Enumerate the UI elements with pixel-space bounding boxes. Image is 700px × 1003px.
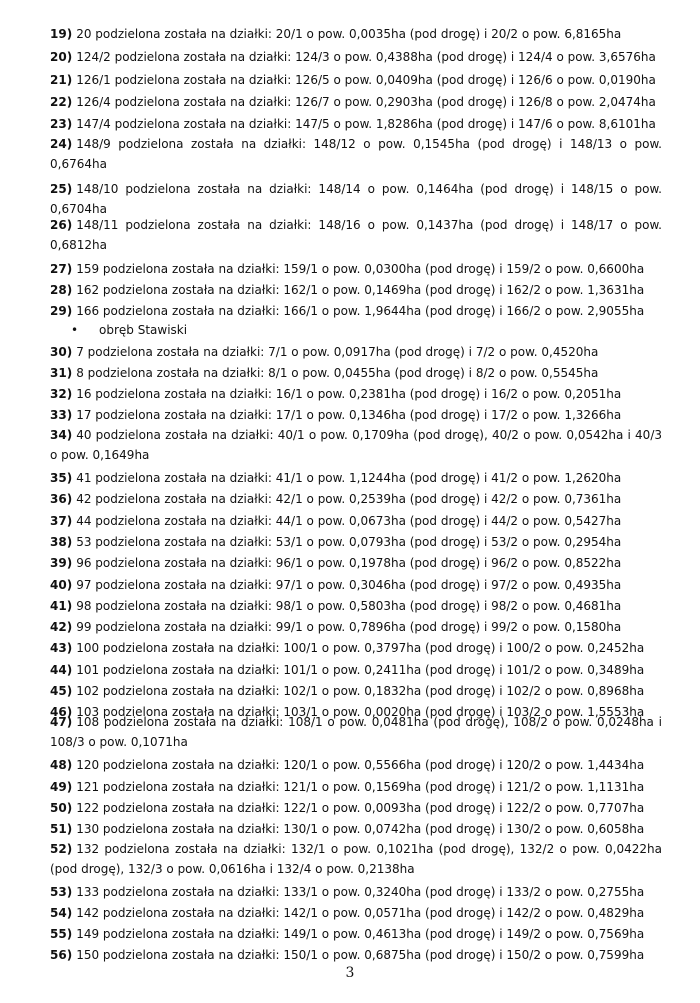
page-number: 3 bbox=[345, 965, 355, 981]
item-text: 103 podzielona została na działki: 103/1 o pow. 0,0020ha (pod drogę) i 103/2 o pow. 1,5553ha bbox=[76, 705, 645, 719]
item-text: 166 podzielona została na działki: 166/1 o pow. 1,9644ha (pod drogę) i 166/2 o pow. 2,9055ha bbox=[76, 304, 645, 318]
list-item bbox=[50, 595, 662, 617]
item-text: 108 podzielona została na działki: 108/1 o pow. 0,0481ha (pod drogę), 108/2 o pow. 0,0248ha i 108/3 o pow. 0,1071ha bbox=[50, 715, 662, 749]
item-text: 7 podzielona została na działki: 7/1 o pow. 0,0917ha (pod drogę) i 7/2 o pow. 0,4520ha bbox=[76, 345, 599, 359]
list-item bbox=[50, 113, 662, 135]
item-number: 19) bbox=[50, 27, 73, 41]
item-number: 49) bbox=[50, 780, 73, 794]
list-item bbox=[50, 215, 662, 255]
list-item bbox=[50, 944, 662, 966]
item-number: 47) bbox=[50, 715, 73, 729]
item-number: 39) bbox=[50, 556, 73, 570]
item-number: 45) bbox=[50, 684, 73, 698]
item-text: 159 podzielona została na działki: 159/1 o pow. 0,0300ha (pod drogę) i 159/2 o pow. 0,6600ha bbox=[76, 262, 645, 276]
item-number: 48) bbox=[50, 758, 73, 772]
list-item bbox=[50, 383, 662, 405]
item-number: 56) bbox=[50, 948, 73, 962]
list-item bbox=[50, 69, 662, 91]
item-text: 149 podzielona została na działki: 149/1 o pow. 0,4613ha (pod drogę) i 149/2 o pow. 0,7569ha bbox=[76, 927, 645, 941]
list-item bbox=[50, 754, 662, 776]
list-item bbox=[50, 680, 662, 702]
list-item bbox=[50, 362, 662, 384]
list-item bbox=[50, 552, 662, 574]
item-number: 27) bbox=[50, 262, 73, 276]
item-text: 150 podzielona została na działki: 150/1 o pow. 0,6875ha (pod drogę) i 150/2 o pow. 0,7599ha bbox=[76, 948, 645, 962]
item-number: 53) bbox=[50, 885, 73, 899]
list-item bbox=[50, 488, 662, 510]
list-item bbox=[50, 279, 662, 301]
list-item bbox=[50, 637, 662, 659]
item-number: 46) bbox=[50, 705, 73, 719]
list-item bbox=[50, 531, 662, 553]
list-item bbox=[50, 923, 662, 945]
item-text: 99 podzielona została na działki: 99/1 o pow. 0,7896ha (pod drogę) i 99/2 o pow. 0,1580ha bbox=[76, 620, 622, 634]
item-number: 26) bbox=[50, 218, 73, 232]
list-item bbox=[50, 23, 662, 45]
item-text: 148/11 podzielona została na działki: 148/16 o pow. 0,1437ha (pod drogę) i 148/17 o pow. 0,6812ha bbox=[50, 218, 662, 252]
list-item bbox=[50, 881, 662, 903]
item-number: 42) bbox=[50, 620, 73, 634]
item-number: 51) bbox=[50, 822, 73, 836]
section-label: obręb Stawiski bbox=[99, 323, 188, 337]
item-number: 29) bbox=[50, 304, 73, 318]
list-item bbox=[50, 797, 662, 819]
item-text: 162 podzielona została na działki: 162/1 o pow. 0,1469ha (pod drogę) i 162/2 o pow. 1,3631ha bbox=[76, 283, 645, 297]
item-number: 54) bbox=[50, 906, 73, 920]
list-item bbox=[50, 818, 662, 840]
item-text: 132 podzielona została na działki: 132/1 o pow. 0,1021ha (pod drogę), 132/2 o pow. 0,0422ha (pod drogę), 132/3 o pow. 0,0616ha i 132/4 o pow. 0,2138ha bbox=[50, 842, 662, 876]
item-text: 53 podzielona została na działki: 53/1 o pow. 0,0793ha (pod drogę) i 53/2 o pow. 0,2954ha bbox=[76, 535, 622, 549]
list-item bbox=[50, 341, 662, 363]
item-text: 101 podzielona została na działki: 101/1 o pow. 0,2411ha (pod drogę) i 101/2 o pow. 0,3489ha bbox=[76, 663, 645, 677]
list-item bbox=[50, 91, 662, 113]
item-number: 25) bbox=[50, 182, 73, 196]
item-text: 100 podzielona została na działki: 100/1 o pow. 0,3797ha (pod drogę) i 100/2 o pow. 0,2452ha bbox=[76, 641, 645, 655]
item-number: 44) bbox=[50, 663, 73, 677]
item-text: 20 podzielona została na działki: 20/1 o pow. 0,0035ha (pod drogę) i 20/2 o pow. 6,8165ha bbox=[76, 27, 622, 41]
list-item bbox=[50, 467, 662, 489]
list-item bbox=[50, 258, 662, 280]
item-number: 22) bbox=[50, 95, 73, 109]
item-number: 23) bbox=[50, 117, 73, 131]
item-number: 55) bbox=[50, 927, 73, 941]
item-number: 50) bbox=[50, 801, 73, 815]
item-text: 148/9 podzielona została na działki: 148/12 o pow. 0,1545ha (pod drogę) i 148/13 o pow. 0,6764ha bbox=[50, 137, 662, 171]
item-number: 36) bbox=[50, 492, 73, 506]
item-number: 37) bbox=[50, 514, 73, 528]
item-text: 130 podzielona została na działki: 130/1 o pow. 0,0742ha (pod drogę) i 130/2 o pow. 0,6058ha bbox=[76, 822, 645, 836]
list-item bbox=[50, 510, 662, 532]
list-item bbox=[50, 46, 662, 68]
item-number: 34) bbox=[50, 428, 73, 442]
item-number: 33) bbox=[50, 408, 73, 422]
item-text: 42 podzielona została na działki: 42/1 o pow. 0,2539ha (pod drogę) i 42/2 o pow. 0,7361ha bbox=[76, 492, 622, 506]
list-item bbox=[50, 134, 662, 174]
bullet-icon: • bbox=[71, 323, 79, 337]
list-item bbox=[50, 659, 662, 681]
item-number: 21) bbox=[50, 73, 73, 87]
item-text: 122 podzielona została na działki: 122/1 o pow. 0,0093ha (pod drogę) i 122/2 o pow. 0,7707ha bbox=[76, 801, 645, 815]
item-number: 38) bbox=[50, 535, 73, 549]
item-number: 28) bbox=[50, 283, 73, 297]
item-text: 142 podzielona została na działki: 142/1 o pow. 0,0571ha (pod drogę) i 142/2 o pow. 0,4829ha bbox=[76, 906, 645, 920]
item-number: 24) bbox=[50, 137, 73, 151]
list-item bbox=[50, 425, 662, 465]
item-text: 147/4 podzielona została na działki: 147/5 o pow. 1,8286ha (pod drogę) i 147/6 o pow. 8,6101ha bbox=[76, 117, 656, 131]
item-text: 121 podzielona została na działki: 121/1 o pow. 0,1569ha (pod drogę) i 121/2 o pow. 1,1131ha bbox=[76, 780, 645, 794]
list-item bbox=[50, 179, 662, 219]
item-text: 97 podzielona została na działki: 97/1 o pow. 0,3046ha (pod drogę) i 97/2 o pow. 0,4935ha bbox=[76, 578, 622, 592]
item-number: 31) bbox=[50, 366, 73, 380]
item-text: 126/4 podzielona została na działki: 126/7 o pow. 0,2903ha (pod drogę) i 126/8 o pow. 2,0474ha bbox=[76, 95, 656, 109]
item-text: 126/1 podzielona została na działki: 126/5 o pow. 0,0409ha (pod drogę) i 126/6 o pow. 0,0190ha bbox=[76, 73, 656, 87]
item-number: 41) bbox=[50, 599, 73, 613]
list-item bbox=[50, 300, 662, 322]
item-text: 40 podzielona została na działki: 40/1 o pow. 0,1709ha (pod drogę), 40/2 o pow. 0,0542ha i 40/3 o pow. 0,1649ha bbox=[50, 428, 662, 462]
list-item bbox=[50, 839, 662, 879]
item-number: 40) bbox=[50, 578, 73, 592]
item-text: 41 podzielona została na działki: 41/1 o pow. 1,1244ha (pod drogę) i 41/2 o pow. 1,2620ha bbox=[76, 471, 622, 485]
item-number: 43) bbox=[50, 641, 73, 655]
item-number: 20) bbox=[50, 50, 73, 64]
section-bullet bbox=[71, 320, 187, 340]
item-text: 44 podzielona została na działki: 44/1 o pow. 0,0673ha (pod drogę) i 44/2 o pow. 0,5427ha bbox=[76, 514, 622, 528]
list-item bbox=[50, 776, 662, 798]
item-text: 96 podzielona została na działki: 96/1 o pow. 0,1978ha (pod drogę) i 96/2 o pow. 0,8522ha bbox=[76, 556, 622, 570]
item-text: 148/10 podzielona została na działki: 148/14 o pow. 0,1464ha (pod drogę) i 148/15 o pow. 0,6704ha bbox=[50, 182, 662, 216]
item-text: 17 podzielona została na działki: 17/1 o pow. 0,1346ha (pod drogę) i 17/2 o pow. 1,3266ha bbox=[76, 408, 622, 422]
item-text: 133 podzielona została na działki: 133/1 o pow. 0,3240ha (pod drogę) i 133/2 o pow. 0,2755ha bbox=[76, 885, 645, 899]
item-text: 124/2 podzielona została na działki: 124/3 o pow. 0,4388ha (pod drogę) i 124/4 o pow. 3,6576ha bbox=[76, 50, 656, 64]
item-text: 16 podzielona została na działki: 16/1 o pow. 0,2381ha (pod drogę) i 16/2 o pow. 0,2051ha bbox=[76, 387, 622, 401]
item-number: 32) bbox=[50, 387, 73, 401]
list-item bbox=[50, 616, 662, 638]
list-item bbox=[50, 404, 662, 426]
item-number: 35) bbox=[50, 471, 73, 485]
item-text: 8 podzielona została na działki: 8/1 o pow. 0,0455ha (pod drogę) i 8/2 o pow. 0,5545ha bbox=[76, 366, 599, 380]
item-number: 52) bbox=[50, 842, 73, 856]
list-item bbox=[50, 902, 662, 924]
list-item bbox=[50, 712, 662, 752]
item-text: 98 podzielona została na działki: 98/1 o pow. 0,5803ha (pod drogę) i 98/2 o pow. 0,4681ha bbox=[76, 599, 622, 613]
item-text: 120 podzielona została na działki: 120/1 o pow. 0,5566ha (pod drogę) i 120/2 o pow. 1,4434ha bbox=[76, 758, 645, 772]
item-number: 30) bbox=[50, 345, 73, 359]
item-text: 102 podzielona została na działki: 102/1 o pow. 0,1832ha (pod drogę) i 102/2 o pow. 0,8968ha bbox=[76, 684, 645, 698]
list-item bbox=[50, 574, 662, 596]
